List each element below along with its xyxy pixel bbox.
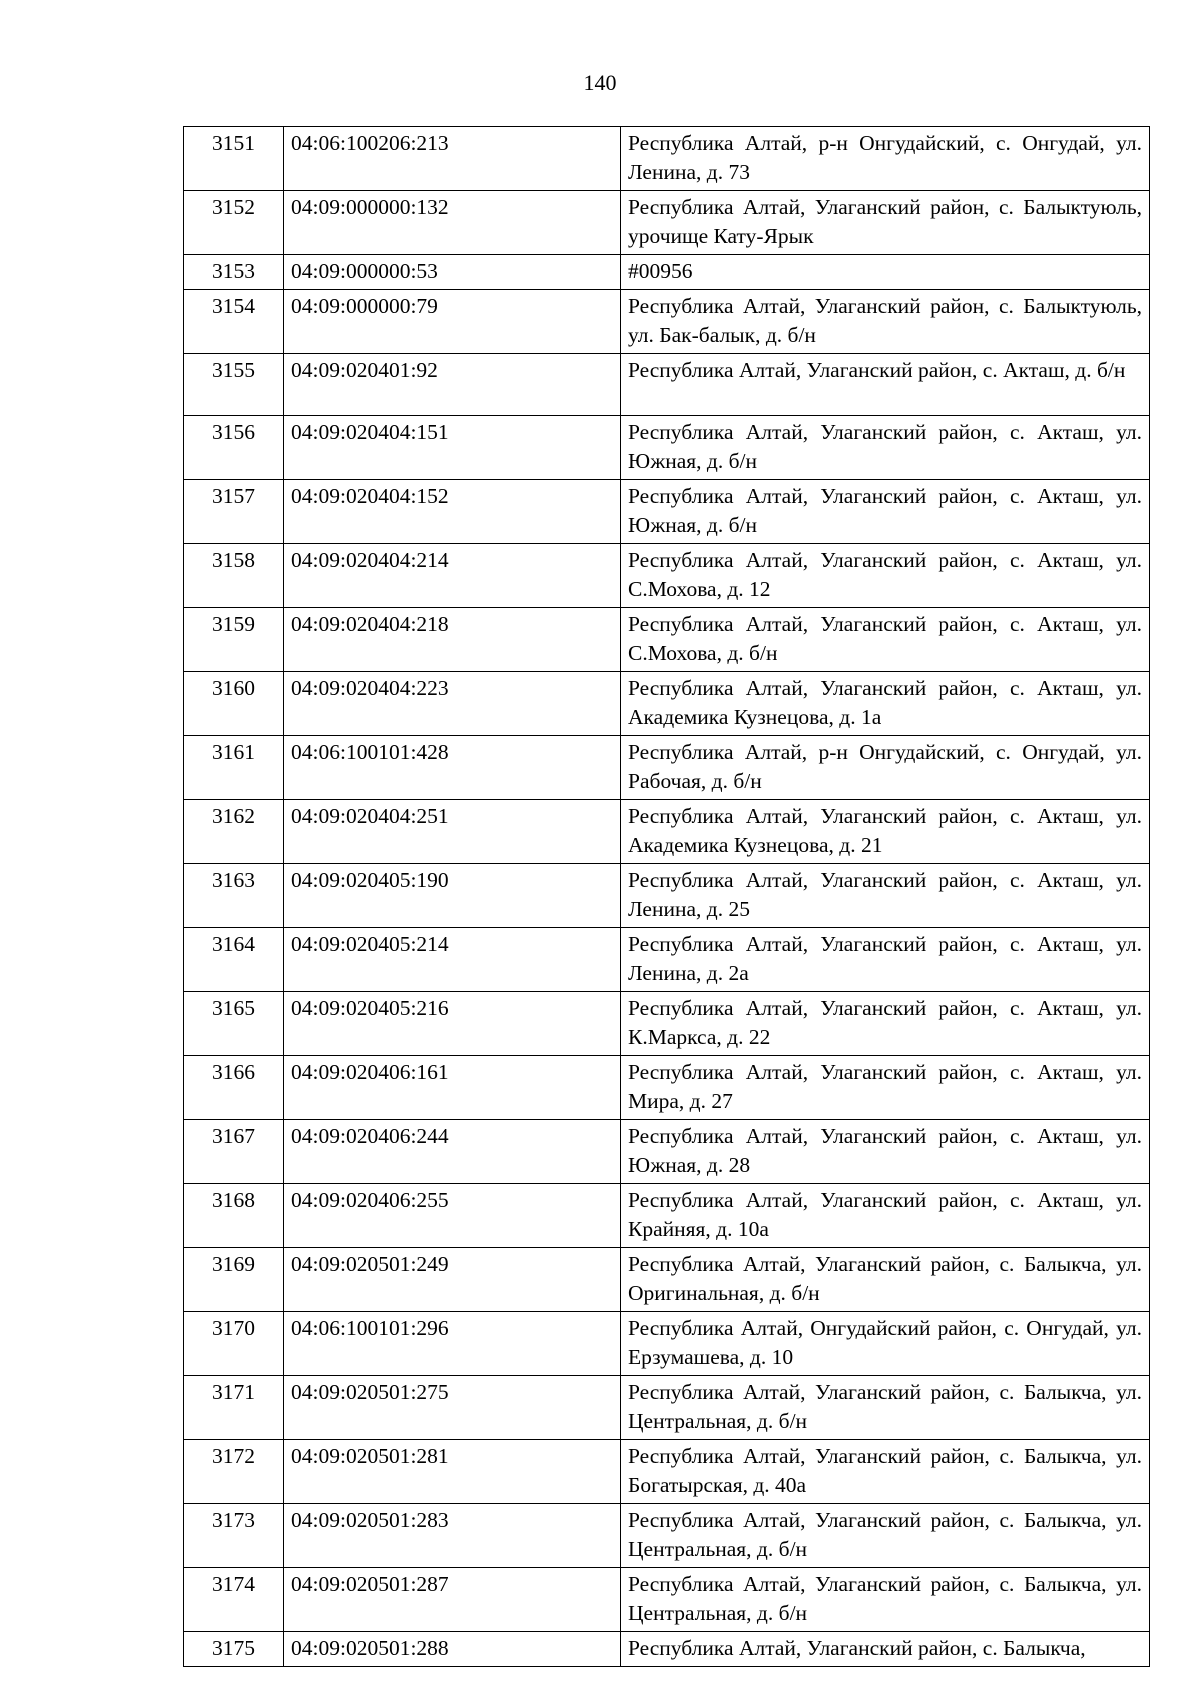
row-number-cell: 3169 [184,1248,284,1312]
row-number-cell: 3153 [184,255,284,290]
table-row [184,608,1150,672]
row-number-cell: 3167 [184,1120,284,1184]
address-cell: Республика Алтай, Улаганский район, с. Акташ, ул. К.Маркса, д. 22 [621,992,1150,1056]
address-cell: Республика Алтай, Улаганский район, с. Акташ, ул. Мира, д. 27 [621,1056,1150,1120]
table-row [184,1376,1150,1440]
row-number-cell: 3175 [184,1632,284,1667]
cadastral-number-cell: 04:09:020501:281 [284,1440,621,1504]
cadastral-number-cell: 04:06:100101:428 [284,736,621,800]
cadastral-number-cell: 04:09:020404:223 [284,672,621,736]
table-row [184,864,1150,928]
row-number-cell: 3168 [184,1184,284,1248]
row-number-cell: 3172 [184,1440,284,1504]
table-row [184,1120,1150,1184]
address-cell: Республика Алтай, Улаганский район, с. Балыкча, [621,1632,1150,1667]
cadastral-number-cell: 04:09:020404:152 [284,480,621,544]
cadastral-number-cell: 04:09:020501:283 [284,1504,621,1568]
table-row [184,416,1150,480]
row-number-cell: 3157 [184,480,284,544]
row-number-cell: 3174 [184,1568,284,1632]
address-cell: #00956 [621,255,1150,290]
address-cell: Республика Алтай, Улаганский район, с. Акташ, ул. Ленина, д. 2а [621,928,1150,992]
cadastral-number-cell: 04:09:020406:255 [284,1184,621,1248]
address-cell: Республика Алтай, Улаганский район, с. Балыкча, ул. Центральная, д. б/н [621,1504,1150,1568]
cadastral-number-cell: 04:09:020404:214 [284,544,621,608]
address-cell: Республика Алтай, Улаганский район, с. Акташ, ул. Ленина, д. 25 [621,864,1150,928]
cadastral-number-cell: 04:09:000000:79 [284,290,621,354]
table-row [184,354,1150,416]
address-cell: Республика Алтай, Улаганский район, с. Акташ, ул. Южная, д. 28 [621,1120,1150,1184]
row-number-cell: 3158 [184,544,284,608]
address-cell: Республика Алтай, Улаганский район, с. Балыкча, ул. Богатырская, д. 40а [621,1440,1150,1504]
address-cell: Республика Алтай, Улаганский район, с. Балыкча, ул. Центральная, д. б/н [621,1376,1150,1440]
row-number-cell: 3151 [184,127,284,191]
table-row [184,800,1150,864]
table-row [184,127,1150,191]
address-cell: Республика Алтай, Улаганский район, с. Акташ, д. б/н [621,354,1150,416]
table-row [184,1440,1150,1504]
table-row [184,544,1150,608]
address-cell: Республика Алтай, Улаганский район, с. Балыктуюль, урочище Кату-Ярык [621,191,1150,255]
cadastral-number-cell: 04:09:000000:53 [284,255,621,290]
address-cell: Республика Алтай, Улаганский район, с. Балыкча, ул. Оригинальная, д. б/н [621,1248,1150,1312]
row-number-cell: 3164 [184,928,284,992]
cadastral-number-cell: 04:09:020405:216 [284,992,621,1056]
row-number-cell: 3170 [184,1312,284,1376]
address-cell: Республика Алтай, Улаганский район, с. Акташ, ул. Южная, д. б/н [621,480,1150,544]
cadastral-number-cell: 04:09:020405:190 [284,864,621,928]
cadastral-number-cell: 04:06:100101:296 [284,1312,621,1376]
cadastral-number-cell: 04:09:020406:161 [284,1056,621,1120]
row-number-cell: 3165 [184,992,284,1056]
row-number-cell: 3155 [184,354,284,416]
row-number-cell: 3156 [184,416,284,480]
table-row [184,191,1150,255]
table-row [184,255,1150,290]
table-row [184,928,1150,992]
address-cell: Республика Алтай, р-н Онгудайский, с. Онгудай, ул. Рабочая, д. б/н [621,736,1150,800]
row-number-cell: 3154 [184,290,284,354]
address-cell: Республика Алтай, Улаганский район, с. Акташ, ул. Южная, д. б/н [621,416,1150,480]
table-row [184,1568,1150,1632]
row-number-cell: 3166 [184,1056,284,1120]
address-cell: Республика Алтай, Улаганский район, с. Акташ, ул. Академика Кузнецова, д. 1а [621,672,1150,736]
row-number-cell: 3161 [184,736,284,800]
address-cell: Республика Алтай, Улаганский район, с. Акташ, ул. С.Мохова, д. 12 [621,544,1150,608]
row-number-cell: 3173 [184,1504,284,1568]
row-number-cell: 3163 [184,864,284,928]
address-cell: Республика Алтай, Улаганский район, с. Акташ, ул. Крайняя, д. 10а [621,1184,1150,1248]
table-row [184,290,1150,354]
address-cell: Республика Алтай, Улаганский район, с. Балыкча, ул. Центральная, д. б/н [621,1568,1150,1632]
row-number-cell: 3162 [184,800,284,864]
address-cell: Республика Алтай, р-н Онгудайский, с. Онгудай, ул. Ленина, д. 73 [621,127,1150,191]
cadastral-number-cell: 04:09:000000:132 [284,191,621,255]
table-row [184,480,1150,544]
page-number: 140 [583,70,617,95]
address-cell: Республика Алтай, Улаганский район, с. Акташ, ул. С.Мохова, д. б/н [621,608,1150,672]
table-row [184,992,1150,1056]
row-number-cell: 3160 [184,672,284,736]
table-row [184,1632,1150,1667]
table-row [184,1504,1150,1568]
table-row [184,672,1150,736]
cadastral-number-cell: 04:09:020406:244 [284,1120,621,1184]
cadastral-number-cell: 04:09:020501:249 [284,1248,621,1312]
cadastral-number-cell: 04:09:020401:92 [284,354,621,416]
table-row [184,1312,1150,1376]
row-number-cell: 3152 [184,191,284,255]
cadastral-number-cell: 04:09:020404:218 [284,608,621,672]
table-row [184,1248,1150,1312]
cadastral-number-cell: 04:09:020405:214 [284,928,621,992]
address-cell: Республика Алтай, Улаганский район, с. Акташ, ул. Академика Кузнецова, д. 21 [621,800,1150,864]
registry-table [183,126,1150,1667]
table-row [184,1184,1150,1248]
cadastral-number-cell: 04:09:020404:251 [284,800,621,864]
table-row [184,736,1150,800]
cadastral-number-cell: 04:09:020501:275 [284,1376,621,1440]
cadastral-number-cell: 04:09:020501:287 [284,1568,621,1632]
address-cell: Республика Алтай, Онгудайский район, с. Онгудай, ул. Ерзумашева, д. 10 [621,1312,1150,1376]
cadastral-number-cell: 04:06:100206:213 [284,127,621,191]
row-number-cell: 3159 [184,608,284,672]
address-cell: Республика Алтай, Улаганский район, с. Балыктуюль, ул. Бак-балык, д. б/н [621,290,1150,354]
cadastral-number-cell: 04:09:020501:288 [284,1632,621,1667]
row-number-cell: 3171 [184,1376,284,1440]
cadastral-number-cell: 04:09:020404:151 [284,416,621,480]
table-row [184,1056,1150,1120]
